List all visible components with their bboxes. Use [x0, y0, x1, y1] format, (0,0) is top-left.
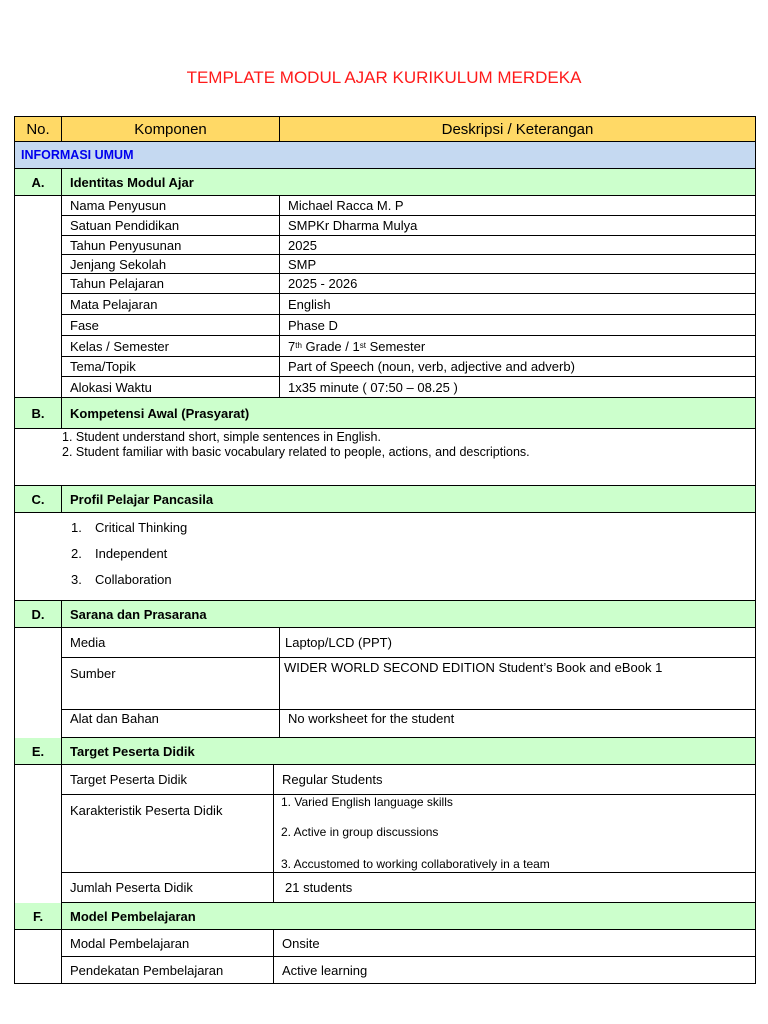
- profil-num-1: 1.: [71, 520, 82, 535]
- section-e-no-cell: [14, 765, 62, 903]
- section-f-title: Model Pembelajaran: [62, 903, 756, 930]
- value-satuan-pendidikan: SMPKr Dharma Mulya: [280, 216, 756, 236]
- label-karakteristik: Karakteristik Peserta Didik: [62, 795, 274, 873]
- value-target-peserta: Regular Students: [274, 765, 756, 795]
- section-e-title: Target Peserta Didik: [62, 738, 756, 765]
- label-tahun-pelajaran: Tahun Pelajaran: [62, 274, 280, 294]
- kompetensi-line-2: 2. Student familiar with basic vocabulary related to people, actions, and descriptions.: [62, 445, 530, 459]
- label-sumber: Sumber: [62, 658, 280, 710]
- value-modal-pembelajaran: Onsite: [274, 930, 756, 957]
- value-karakteristik: [274, 795, 756, 873]
- value-alat-bahan: No worksheet for the student: [280, 710, 756, 738]
- label-kelas-semester: Kelas / Semester: [62, 336, 280, 357]
- profil-item-3: [71, 572, 172, 587]
- section-c-title: Profil Pelajar Pancasila: [62, 486, 756, 513]
- value-kelas-semester: 7 th Grade / 1 st Semester: [280, 336, 756, 357]
- profil-item-2: [71, 546, 167, 561]
- profil-item-1: [71, 520, 187, 535]
- section-d-no-cell: [14, 628, 62, 738]
- label-jumlah-peserta: Jumlah Peserta Didik: [62, 873, 274, 903]
- semester-text: Semester: [365, 338, 426, 354]
- section-c-letter: C.: [14, 486, 62, 513]
- value-tahun-pelajaran: 2025 - 2026: [280, 274, 756, 294]
- label-jenjang-sekolah: Jenjang Sekolah: [62, 255, 280, 274]
- section-d-letter: D.: [14, 601, 62, 628]
- grade-text: Grade / 1: [301, 338, 360, 354]
- header-deskripsi: Deskripsi / Keterangan: [280, 116, 756, 142]
- grade-number: 7: [288, 338, 296, 354]
- section-a-no-cell: [14, 196, 62, 398]
- header-no: No.: [14, 116, 62, 142]
- value-pendekatan-pembelajaran: Active learning: [274, 957, 756, 984]
- label-mata-pelajaran: Mata Pelajaran: [62, 294, 280, 315]
- profil-text-2: Independent: [95, 546, 168, 561]
- section-f-letter: F.: [14, 903, 62, 930]
- label-media: Media: [62, 628, 280, 658]
- label-nama-penyusun: Nama Penyusun: [62, 196, 280, 216]
- value-media: Laptop/LCD (PPT): [280, 628, 756, 658]
- value-fase: Phase D: [280, 315, 756, 336]
- document-title: TEMPLATE MODUL AJAR KURIKULUM MERDEKA: [186, 68, 582, 87]
- section-b-title: Kompetensi Awal (Prasyarat): [62, 397, 756, 429]
- profil-text-3: Collaboration: [95, 572, 172, 587]
- label-fase: Fase: [62, 315, 280, 336]
- label-modal-pembelajaran: Modal Pembelajaran: [62, 930, 274, 957]
- value-nama-penyusun: Michael Racca M. P: [280, 196, 756, 216]
- section-a-letter: A.: [14, 169, 62, 196]
- label-alokasi-waktu: Alokasi Waktu: [62, 377, 280, 398]
- value-jumlah-peserta: 21 students: [274, 873, 756, 903]
- label-tahun-penyusunan: Tahun Penyusunan: [62, 236, 280, 255]
- informasi-umum-row: INFORMASI UMUM: [14, 142, 756, 169]
- label-pendekatan-pembelajaran: Pendekatan Pembelajaran: [62, 957, 274, 984]
- profil-text-1: Critical Thinking: [95, 520, 188, 535]
- label-alat-bahan: Alat dan Bahan: [62, 710, 280, 738]
- section-c-body: [14, 513, 756, 601]
- label-target-peserta: Target Peserta Didik: [62, 765, 274, 795]
- section-b-letter: B.: [14, 397, 62, 429]
- value-tahun-penyusunan: 2025: [280, 236, 756, 255]
- label-satuan-pendidikan: Satuan Pendidikan: [62, 216, 280, 236]
- profil-num-3: 3.: [71, 572, 82, 587]
- value-sumber: WIDER WORLD SECOND EDITION Student’s Book and eBook 1: [280, 658, 756, 710]
- karakteristik-line-1: 1. Varied English language skills: [281, 795, 453, 809]
- karakteristik-line-3: 3. Accustomed to working collaboratively in a team: [281, 857, 550, 871]
- section-e-letter: E.: [14, 738, 62, 765]
- profil-num-2: 2.: [71, 546, 82, 561]
- section-f-no-cell: [14, 930, 62, 984]
- kompetensi-line-1: 1. Student understand short, simple sentences in English.: [62, 430, 381, 444]
- value-mata-pelajaran: English: [280, 294, 756, 315]
- section-d-title: Sarana dan Prasarana: [62, 601, 756, 628]
- label-tema-topik: Tema/Topik: [62, 357, 280, 377]
- value-tema-topik: Part of Speech (noun, verb, adjective and adverb): [280, 357, 756, 377]
- value-jenjang-sekolah: SMP: [280, 255, 756, 274]
- value-alokasi-waktu: 1x35 minute ( 07:50 – 08.25 ): [280, 377, 756, 398]
- section-b-body: [14, 429, 756, 486]
- header-komponen: Komponen: [62, 116, 280, 142]
- section-a-title: Identitas Modul Ajar: [62, 169, 756, 196]
- karakteristik-line-2: 2. Active in group discussions: [281, 825, 439, 839]
